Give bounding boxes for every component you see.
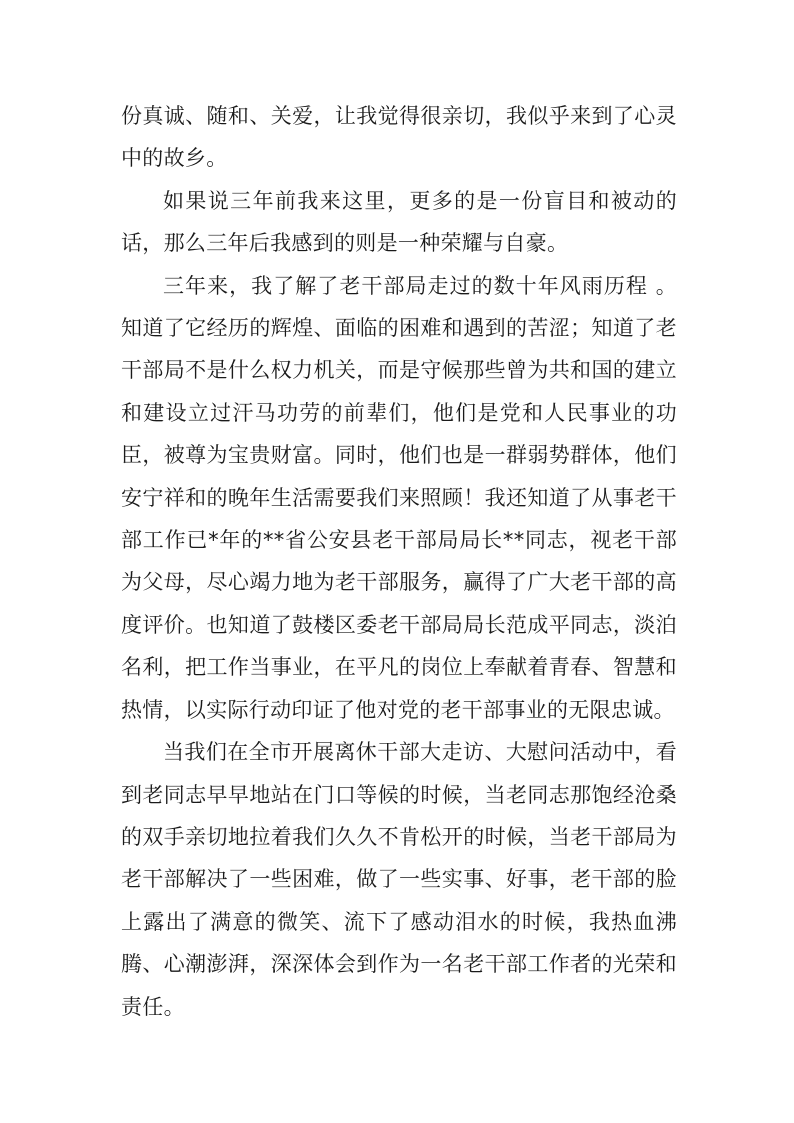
paragraph-three-years-ago: 如果说三年前我来这里，更多的是一份盲目和被动的话，那么三年后我感到的则是一种荣耀与自豪。 (121, 188, 677, 256)
document-body (121, 95, 677, 1028)
paragraph-visits: 当我们在全市开展离休干部大走访、大慰问活动中，看到老同志早早地站在门口等候的时候，当老同志那饱经沧桑的双手亲切地拉着我们久久不肯松开的时候，当老干部局为老干部解决了一些困难，做了一些实事、好事，老干部的脸上露出了满意的微笑、流下了感动泪水的时候，我热血沸腾、心潮澎湃，深深体会到作为一名老干部工作者的光荣和责任。 (121, 740, 677, 1019)
paragraph-three-years-history: 三年来，我了解了老干部局走过的数十年风雨历程 。知道了它经历的辉煌、面临的困难和遇到的苦涩；知道了老干部局不是什么权力机关，而是守候那些曾为共和国的建立和建设立过汗马功劳的前辈们，他们是党和人民事业的功臣，被尊为宝贵财富。同时，他们也是一群弱势群体，他们安宁祥和的晚年生活需要我们来照顾！我还知道了从事老干部工作已*年的**省公安县老干部局局长**同志，视老干部为父母，尽心竭力地为老干部服务，赢得了广大老干部的高度评价。也知道了鼓楼区委老干部局局长范成平同志，淡泊名利，把工作当事业，在平凡的岗位上奉献着青春、智慧和热情，以实际行动印证了他对党的老干部事业的无限忠诚。 (121, 273, 677, 722)
paragraph-continuation: 份真诚、随和、关爱，让我觉得很亲切，我似乎来到了心灵中的故乡。 (121, 104, 677, 171)
